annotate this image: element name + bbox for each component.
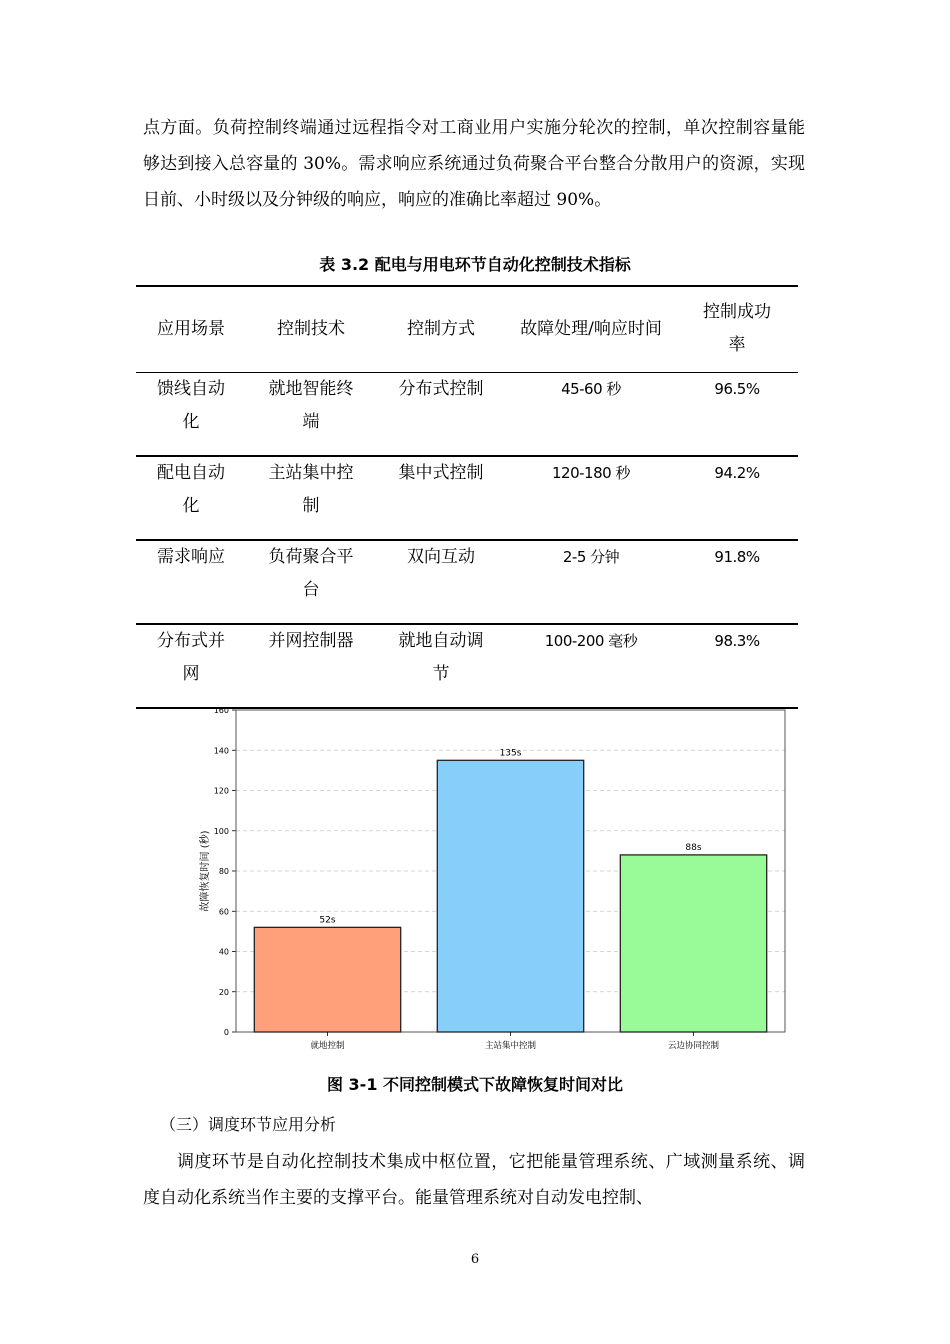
table-cell: 配电自动化 [157, 463, 225, 516]
table-cell: 120-180 秒 [552, 464, 630, 482]
y-axis-label: 故障恢复时间 (秒) [200, 830, 211, 912]
table-row [136, 540, 798, 624]
table-cell: 就地自动调节 [398, 631, 484, 684]
y-tick-label: 140 [213, 746, 229, 756]
table-cell: 负荷聚合平台 [268, 547, 354, 600]
table-cell: 分布式控制 [398, 378, 484, 399]
y-tick-label: 120 [213, 786, 229, 796]
y-tick-label: 60 [218, 907, 229, 917]
table-header-cell: 控制成功率 [703, 302, 771, 356]
y-tick-label: 100 [213, 826, 229, 836]
table-header-cell: 故障处理/响应时间 [520, 318, 662, 339]
table-cell: 馈线自动化 [157, 378, 225, 432]
table-cell: 94.2% [714, 464, 760, 482]
page-number: 6 [470, 1252, 480, 1267]
table-caption: 表 3.2 配电与用电环节自动化控制技术指标 [319, 255, 631, 274]
x-tick-label: 就地控制 [310, 1041, 345, 1051]
table-header-cell: 控制技术 [277, 318, 345, 339]
table-cell: 100-200 毫秒 [544, 632, 638, 650]
table-cell: 主站集中控制 [268, 463, 354, 516]
bar-data-label: 52s [319, 915, 336, 926]
table-cell: 并网控制器 [268, 631, 354, 651]
section-heading: （三）调度环节应用分析 [160, 1115, 337, 1134]
bar [254, 927, 400, 1032]
table-header-cell: 应用场景 [157, 318, 225, 339]
x-tick-label: 云边协同控制 [667, 1041, 720, 1051]
table-cell: 96.5% [714, 379, 760, 398]
figure-caption: 图 3-1 不同控制模式下故障恢复时间对比 [326, 1075, 624, 1094]
table-cell: 45-60 秒 [561, 379, 621, 398]
bar-data-label: 135s [499, 748, 522, 759]
bar [437, 760, 583, 1032]
table-cell: 集中式控制 [398, 463, 484, 483]
table-cell: 91.8% [714, 548, 760, 566]
table-header-row [136, 286, 798, 372]
fault-recovery-bar-chart [190, 706, 790, 1056]
metrics-table [136, 285, 798, 709]
y-tick-label: 80 [218, 867, 229, 876]
y-tick-label: 0 [223, 1028, 229, 1037]
table-row [136, 372, 798, 456]
y-tick-label: 160 [213, 706, 229, 715]
table-cell: 分布式并网 [157, 631, 225, 684]
bar [620, 855, 766, 1032]
body-paragraph-1: 点方面。负荷控制终端通过远程指令对工商业用户实施分轮次的控制，单次控制容量能够达到接入总容量的 30%。需求响应系统通过负荷聚合平台整合分散用户的资源，实现日前、小时级以及分钟级的响应，响应的准确比率超过 90%。 [143, 118, 805, 210]
table-cell: 双向互动 [407, 547, 475, 567]
body-paragraph-2: 调度环节是自动化控制技术集成中枢位置，它把能量管理系统、广域测量系统、调度自动化系统当作主要的支撑平台。能量管理系统对自动发电控制、 [143, 1152, 805, 1208]
table-cell: 需求响应 [157, 547, 225, 567]
bar-data-label: 88s [685, 842, 702, 853]
table-cell: 2-5 分钟 [562, 548, 620, 566]
table-row [136, 624, 798, 708]
y-tick-label: 20 [218, 987, 229, 997]
table-header-cell: 控制方式 [407, 318, 475, 339]
y-tick-label: 40 [218, 947, 229, 957]
x-tick-label: 主站集中控制 [484, 1041, 537, 1051]
table-row [136, 456, 798, 540]
table-cell: 98.3% [714, 632, 760, 650]
table-cell: 就地智能终端 [268, 378, 354, 432]
